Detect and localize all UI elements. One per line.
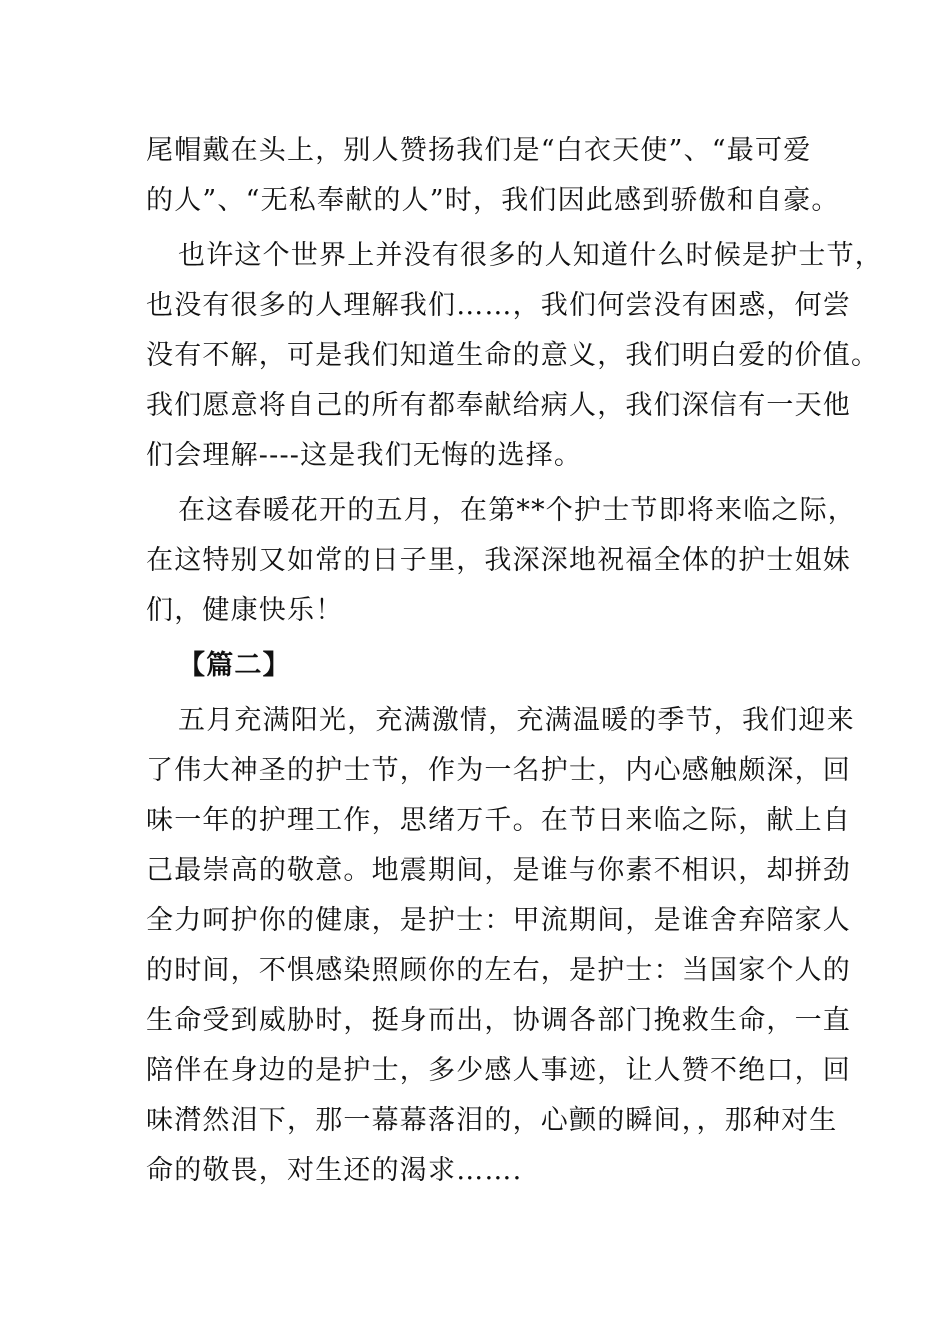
paragraph-4-line-7: 生命受到威胁时，挺身而出，协调各部门挽救生命，一直 <box>146 1005 851 1036</box>
paragraph-4-line-1: 五月充满阳光，充满激情，充满温暖的季节，我们迎来 <box>178 705 855 736</box>
paragraph-2-line-3: 没有不解，可是我们知道生命的意义，我们明白爱的价值。 <box>146 340 880 371</box>
paragraph-3-line-1: 在这春暖花开的五月，在第**个护士节即将来临之际， <box>178 495 856 526</box>
paragraph-4-line-10: 命的敬畏，对生还的渴求……. <box>146 1155 523 1186</box>
paragraph-4-line-2: 了伟大神圣的护士节，作为一名护士，内心感触颇深，回 <box>146 755 851 786</box>
paragraph-2-line-2: 也没有很多的人理解我们……，我们何尝没有困惑，何尝 <box>146 290 851 321</box>
paragraph-2-line-4: 我们愿意将自己的所有都奉献给病人，我们深信有一天他 <box>146 390 851 421</box>
paragraph-3-line-3: 们，健康快乐！ <box>146 595 344 626</box>
paragraph-4-line-4: 己最崇高的敬意。地震期间，是谁与你素不相识，却拼劲 <box>146 855 851 886</box>
paragraph-2-line-1: 也许这个世界上并没有很多的人知道什么时候是护士节， <box>178 240 883 271</box>
paragraph-1-line-1: 尾帽戴在头上，别人赞扬我们是“白衣天使”、“最可爱 <box>146 135 812 166</box>
paragraph-3-line-2: 在这特别又如常的日子里，我深深地祝福全体的护士姐妹 <box>146 545 851 576</box>
paragraph-4-line-6: 的时间，不惧感染照顾你的左右，是护士：当国家个人的 <box>146 955 851 986</box>
paragraph-1-line-2: 的人”、“无私奉献的人”时，我们因此感到骄傲和自豪。 <box>146 185 840 216</box>
paragraph-4-line-5: 全力呵护你的健康，是护士：甲流期间，是谁舍弃陪家人 <box>146 905 851 936</box>
paragraph-2-line-5: 们会理解----这是我们无悔的选择。 <box>146 440 583 471</box>
paragraph-4-line-8: 陪伴在身边的是护士，多少感人事迹，让人赞不绝口，回 <box>146 1055 851 1086</box>
paragraph-4-line-3: 味一年的护理工作，思绪万千。在节日来临之际，献上自 <box>146 805 851 836</box>
paragraph-4-line-9: 味潸然泪下，那一幕幕落泪的，心颤的瞬间，，那种对生 <box>146 1105 838 1136</box>
section-heading: 【篇二】 <box>178 650 291 681</box>
